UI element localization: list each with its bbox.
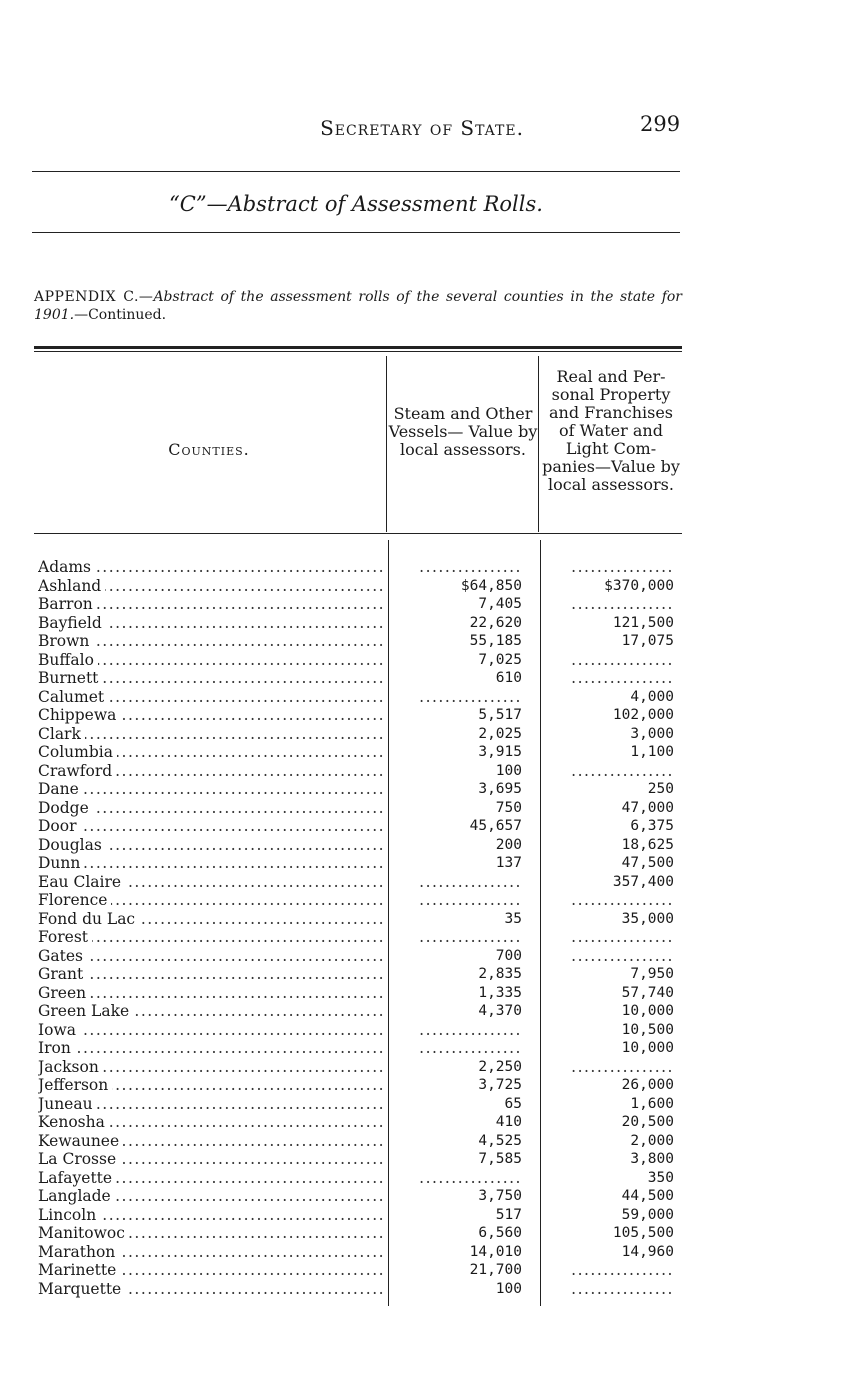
county-name-cell	[38, 1021, 383, 1039]
steam-vessels-value: ................	[419, 1020, 522, 1039]
table-row	[0, 1076, 844, 1095]
table-row	[0, 780, 844, 799]
real-property-value: 105,500	[612, 1225, 674, 1241]
table-row	[0, 1280, 844, 1299]
real-property-value: 44,500	[621, 1188, 674, 1204]
steam-vessels-value: 3,750	[478, 1188, 522, 1204]
county-name-cell	[38, 1243, 383, 1261]
table-row	[0, 577, 844, 596]
real-property-value: ................	[571, 595, 674, 613]
county-name: Green	[38, 984, 90, 1002]
real-property-value: 1,100	[630, 744, 674, 760]
county-name: Door	[38, 817, 81, 835]
county-name: Marquette	[38, 1280, 125, 1298]
real-property-value: 1,600	[630, 1095, 674, 1112]
county-name-cell	[38, 799, 383, 817]
county-name: Dunn	[38, 854, 84, 872]
table-row	[0, 1224, 844, 1243]
table-row	[0, 743, 844, 762]
real-property-value: 10,000	[621, 1040, 674, 1056]
real-property-value: 26,000	[621, 1077, 674, 1093]
county-name: Green Lake	[38, 1002, 133, 1020]
real-property-value: 3,800	[630, 1151, 674, 1167]
steam-vessels-value: 6,560	[478, 1225, 522, 1241]
county-name-cell	[38, 1169, 383, 1187]
page-number: 299	[640, 112, 681, 136]
county-name: Marinette	[38, 1261, 120, 1279]
table-row	[0, 614, 844, 633]
county-name-cell	[38, 706, 383, 724]
steam-vessels-value: 2,250	[478, 1058, 522, 1075]
real-property-value: ................	[571, 1057, 674, 1076]
table-row	[0, 984, 844, 1003]
steam-vessels-value: ................	[419, 872, 522, 891]
steam-vessels-value: 7,405	[478, 596, 522, 612]
county-name-cell	[38, 1261, 383, 1279]
county-name: Juneau	[38, 1095, 97, 1113]
county-name-cell	[38, 669, 383, 687]
table-row	[0, 1039, 844, 1058]
county-name: Marathon	[38, 1243, 119, 1261]
county-name-cell	[38, 1224, 383, 1242]
county-name: Iowa	[38, 1021, 80, 1039]
county-name-cell	[38, 1206, 383, 1224]
real-property-value: 3,000	[630, 725, 674, 742]
table-row	[0, 799, 844, 818]
county-name-cell	[38, 1095, 383, 1113]
steam-vessels-value: 14,010	[469, 1243, 522, 1260]
real-property-value: ................	[571, 928, 674, 946]
table-row	[0, 706, 844, 725]
real-property-value: ................	[571, 1279, 674, 1298]
steam-vessels-value: ................	[419, 1168, 522, 1187]
steam-vessels-value: 517	[495, 1206, 522, 1223]
table-row	[0, 836, 844, 855]
steam-vessels-value: ................	[419, 558, 522, 576]
running-head: Secretary of State.	[320, 116, 524, 140]
county-name-cell	[38, 1058, 383, 1076]
steam-vessels-value: 410	[495, 1114, 522, 1130]
table-row	[0, 1261, 844, 1280]
table-row	[0, 1002, 844, 1021]
county-name-cell	[38, 688, 383, 706]
steam-vessels-value: 100	[495, 762, 522, 779]
steam-vessels-value: ................	[419, 1039, 522, 1057]
table-row	[0, 725, 844, 744]
table-row	[0, 1095, 844, 1114]
county-name: Adams	[38, 558, 95, 576]
column-header-steam-vessels: Steam and Other Vessels— Value by local assessors.	[388, 404, 538, 459]
table-row	[0, 1058, 844, 1077]
real-property-value: 350	[647, 1169, 674, 1186]
real-property-value: ................	[571, 1261, 674, 1279]
table-row	[0, 1150, 844, 1169]
county-name: Lafayette	[38, 1169, 116, 1187]
county-name-cell	[38, 558, 383, 576]
county-name: Grant	[38, 965, 87, 983]
county-name: Dane	[38, 780, 83, 798]
county-name: Barron	[38, 595, 97, 613]
county-name-cell	[38, 595, 383, 613]
county-name: Calumet	[38, 688, 108, 706]
county-name: Jackson	[38, 1058, 103, 1076]
county-name: Langlade	[38, 1187, 115, 1205]
county-name-cell	[38, 1113, 383, 1131]
county-name-cell	[38, 873, 383, 891]
steam-vessels-value: 5,517	[478, 707, 522, 723]
table-row	[0, 854, 844, 873]
steam-vessels-value: 700	[495, 947, 522, 964]
title-bottom-rule	[32, 232, 680, 233]
real-property-value: 10,500	[621, 1021, 674, 1038]
county-name: Buffalo	[38, 651, 98, 669]
table-row	[0, 965, 844, 984]
real-property-value: 6,375	[630, 818, 674, 834]
real-property-value: 18,625	[621, 836, 674, 853]
county-table-body	[0, 558, 844, 1298]
county-name-cell	[38, 1187, 383, 1205]
steam-vessels-value: 35	[504, 910, 522, 927]
table-row	[0, 595, 844, 614]
column-header-real-property: Real and Per- sonal Property and Franchises of Water and Light Com- panies—Value by local assessors.	[542, 367, 680, 494]
table-row	[0, 651, 844, 670]
table-row	[0, 1169, 844, 1188]
county-name-cell	[38, 1039, 383, 1057]
county-name-cell	[38, 577, 383, 595]
real-property-value: 357,400	[612, 873, 674, 890]
steam-vessels-value: 55,185	[469, 633, 522, 649]
real-property-value: 102,000	[612, 707, 674, 723]
county-name: Fond du Lac	[38, 910, 139, 928]
real-property-value: $370,000	[604, 577, 674, 594]
steam-vessels-value: 21,700	[469, 1262, 522, 1278]
county-name: Ashland	[38, 577, 105, 595]
steam-vessels-value: 7,585	[478, 1151, 522, 1167]
steam-vessels-value: 3,695	[478, 781, 522, 797]
county-name-cell	[38, 891, 383, 909]
table-row	[0, 1021, 844, 1040]
county-name-cell	[38, 947, 383, 965]
county-name-cell	[38, 725, 383, 743]
county-name: Eau Claire	[38, 873, 125, 891]
steam-vessels-value: 2,025	[478, 725, 522, 742]
steam-vessels-value: ................	[419, 928, 522, 946]
appendix-continued: —Continued.	[74, 307, 167, 323]
header-bottom-rule	[34, 533, 682, 534]
steam-vessels-value: 7,025	[478, 651, 522, 668]
county-name: Gates	[38, 947, 87, 965]
column-header-counties: Counties.	[168, 440, 250, 459]
table-row	[0, 688, 844, 707]
real-property-value: 2,000	[630, 1132, 674, 1149]
table-row	[0, 1132, 844, 1151]
steam-vessels-value: 22,620	[469, 614, 522, 631]
real-property-value: 57,740	[621, 984, 674, 1001]
county-name-cell	[38, 762, 383, 780]
county-name: Columbia	[38, 743, 117, 761]
table-row	[0, 873, 844, 892]
table-row	[0, 1113, 844, 1132]
county-name-cell	[38, 1280, 383, 1298]
county-name: Chippewa	[38, 706, 120, 724]
table-row	[0, 632, 844, 651]
county-name-cell	[38, 836, 383, 854]
steam-vessels-value: 3,725	[478, 1077, 522, 1093]
county-name: Iron	[38, 1039, 75, 1057]
county-name: Clark	[38, 725, 85, 743]
county-name: Bayfield	[38, 614, 106, 632]
county-name-cell	[38, 780, 383, 798]
county-name: Dodge	[38, 799, 93, 817]
steam-vessels-value: $64,850	[460, 577, 522, 594]
appendix-label: APPENDIX C.—	[34, 289, 154, 305]
section-title: “C”—Abstract of Assessment Rolls.	[169, 192, 543, 216]
appendix-caption	[34, 288, 682, 324]
steam-vessels-value: 200	[495, 836, 522, 853]
real-property-value: ................	[571, 558, 674, 576]
steam-vessels-value: 137	[495, 855, 522, 871]
real-property-value: 35,000	[621, 910, 674, 927]
real-property-value: 250	[647, 781, 674, 797]
real-property-value: 4,000	[630, 688, 674, 705]
county-name: Forest	[38, 928, 92, 946]
table-row	[0, 891, 844, 910]
steam-vessels-value: 65	[504, 1095, 522, 1112]
real-property-value: 17,075	[621, 633, 674, 649]
county-name-cell	[38, 1002, 383, 1020]
appendix-caption-text: Abstract of the assessment rolls of the several counties in the state for 1901.	[34, 289, 682, 323]
table-row	[0, 947, 844, 966]
table-row	[0, 1243, 844, 1262]
county-name-cell	[38, 984, 383, 1002]
table-row	[0, 817, 844, 836]
steam-vessels-value: ................	[419, 687, 522, 706]
county-name-cell	[38, 817, 383, 835]
real-property-value: ................	[571, 891, 674, 909]
steam-vessels-value: 2,835	[478, 966, 522, 982]
county-name-cell	[38, 651, 383, 669]
county-name-cell	[38, 910, 383, 928]
county-name-cell	[38, 928, 383, 946]
real-property-value: 14,960	[621, 1243, 674, 1260]
county-name: Crawford	[38, 762, 116, 780]
county-name: Douglas	[38, 836, 106, 854]
county-name: Lincoln	[38, 1206, 100, 1224]
county-name-cell	[38, 854, 383, 872]
table-row	[0, 558, 844, 577]
county-name-cell	[38, 965, 383, 983]
steam-vessels-value: 750	[495, 799, 522, 816]
real-property-value: 10,000	[621, 1003, 674, 1019]
table-row	[0, 1206, 844, 1225]
steam-vessels-value: 4,525	[478, 1132, 522, 1149]
county-name: Kewaunee	[38, 1132, 123, 1150]
steam-vessels-value: 4,370	[478, 1003, 522, 1019]
table-row	[0, 1187, 844, 1206]
header-divider-2	[538, 356, 539, 532]
county-name: Florence	[38, 891, 111, 909]
steam-vessels-value: ................	[419, 891, 522, 909]
real-property-value: ................	[571, 669, 674, 687]
county-name-cell	[38, 1132, 383, 1150]
real-property-value: 7,950	[630, 966, 674, 982]
table-row	[0, 910, 844, 929]
county-name: Kenosha	[38, 1113, 109, 1131]
steam-vessels-value: 3,915	[478, 744, 522, 760]
real-property-value: 47,000	[621, 799, 674, 816]
real-property-value: ................	[571, 946, 674, 965]
county-name-cell	[38, 614, 383, 632]
county-name: Manitowoc	[38, 1224, 129, 1242]
real-property-value: 59,000	[621, 1206, 674, 1223]
county-name-cell	[38, 632, 383, 650]
table-row	[0, 669, 844, 688]
steam-vessels-value: 1,335	[478, 984, 522, 1001]
county-name-cell	[38, 743, 383, 761]
table-row	[0, 928, 844, 947]
county-name: Jefferson	[38, 1076, 112, 1094]
real-property-value: 20,500	[621, 1114, 674, 1130]
title-top-rule	[32, 171, 680, 172]
real-property-value: ................	[571, 650, 674, 669]
steam-vessels-value: 610	[495, 670, 522, 686]
steam-vessels-value: 100	[495, 1280, 522, 1297]
county-name-cell	[38, 1076, 383, 1094]
table-row	[0, 762, 844, 781]
county-name: Burnett	[38, 669, 102, 687]
steam-vessels-value: 45,657	[469, 818, 522, 834]
real-property-value: 121,500	[612, 614, 674, 631]
real-property-value: ................	[571, 761, 674, 780]
real-property-value: 47,500	[621, 855, 674, 871]
header-divider-1	[386, 356, 387, 532]
table-top-rule-thin	[34, 351, 682, 352]
county-name: Brown	[38, 632, 93, 650]
county-name: La Crosse	[38, 1150, 120, 1168]
table-top-rule-thick	[34, 346, 682, 349]
county-name-cell	[38, 1150, 383, 1168]
